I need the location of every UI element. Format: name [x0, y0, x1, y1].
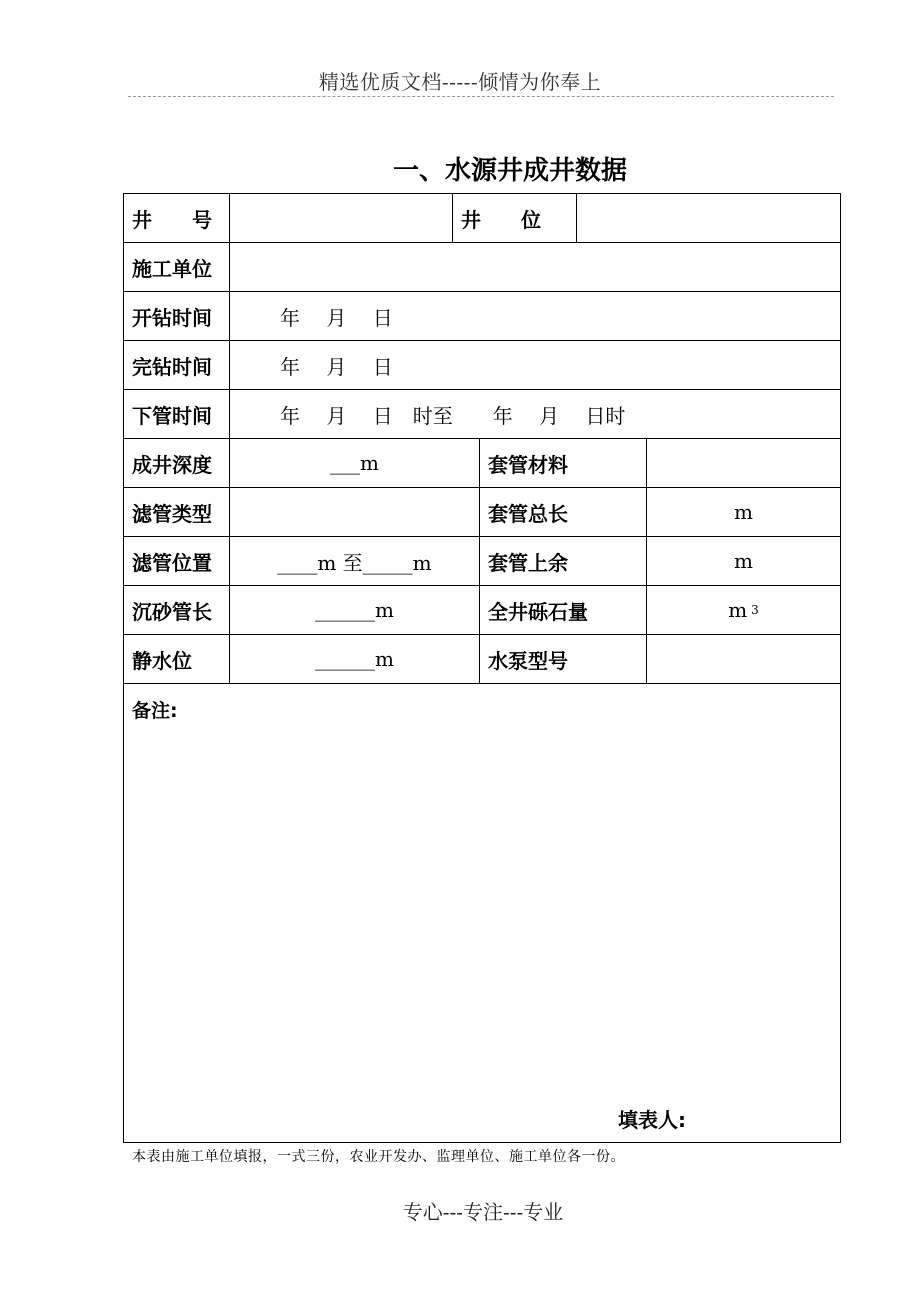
- sand-pipe-field[interactable]: ______m: [230, 586, 480, 634]
- casing-length-field[interactable]: m: [734, 500, 753, 524]
- drill-start-label: 开钻时间: [124, 292, 230, 340]
- row-sand-pipe: [124, 586, 840, 635]
- page-header: 精选优质文档-----倾情为你奉上: [318, 70, 602, 94]
- well-depth-field[interactable]: ___m: [230, 439, 480, 487]
- filter-type-label: 滤管类型: [124, 488, 230, 536]
- remarks-label: 备注:: [132, 700, 178, 722]
- gravel-volume-field[interactable]: [647, 586, 840, 634]
- casing-length-label: 套管总长: [480, 488, 647, 536]
- pipe-time-field[interactable]: 年 月 日 时至 年 月 日时: [280, 403, 626, 428]
- construction-unit-label: 施工单位: [124, 243, 230, 291]
- well-position-label: 井 位: [453, 194, 577, 242]
- gravel-volume-label: 全井砾石量: [480, 586, 647, 634]
- well-number-field[interactable]: [230, 194, 453, 242]
- footnote: 本表由施工单位填报，一式三份，农业开发办、监理单位、施工单位各一份。: [132, 1149, 625, 1165]
- drill-finish-label: 完钻时间: [124, 341, 230, 389]
- form-title: 一、水源井成井数据: [392, 156, 627, 186]
- drill-finish-field[interactable]: 年 月 日: [280, 354, 393, 379]
- pump-model-label: 水泵型号: [480, 635, 647, 683]
- casing-remainder-field[interactable]: m: [734, 549, 753, 573]
- row-well-number: [124, 194, 840, 243]
- drill-start-field[interactable]: 年 月 日: [280, 305, 393, 330]
- well-position-field[interactable]: [577, 194, 840, 242]
- row-filter-position: [124, 537, 840, 586]
- gravel-volume-superscript: 3: [751, 603, 759, 617]
- well-number-label: 井 号: [124, 194, 230, 242]
- row-filter-type: [124, 488, 840, 537]
- gravel-volume-unit: m: [728, 598, 748, 622]
- construction-unit-field[interactable]: [230, 243, 840, 291]
- sand-pipe-label: 沉砂管长: [124, 586, 230, 634]
- pipe-time-label: 下管时间: [124, 390, 230, 438]
- static-water-label: 静水位: [124, 635, 230, 683]
- row-drill-finish: [124, 341, 840, 390]
- static-water-field[interactable]: ______m: [230, 635, 480, 683]
- casing-material-field[interactable]: [647, 439, 840, 487]
- row-construction-unit: [124, 243, 840, 292]
- filter-type-field[interactable]: [230, 488, 480, 536]
- well-depth-label: 成井深度: [124, 439, 230, 487]
- row-drill-start: [124, 292, 840, 341]
- page-footer: 专心---专注---专业: [402, 1200, 564, 1224]
- row-pipe-time: [124, 390, 840, 439]
- filter-position-label: 滤管位置: [124, 537, 230, 585]
- row-static-water: [124, 635, 840, 684]
- header-divider: [128, 96, 834, 97]
- well-data-table: [123, 193, 841, 1143]
- casing-material-label: 套管材料: [480, 439, 647, 487]
- filler-label: 填表人:: [618, 1108, 686, 1132]
- row-depth: [124, 439, 840, 488]
- filter-position-field[interactable]: ____m 至_____m: [230, 537, 480, 585]
- casing-remainder-label: 套管上余: [480, 537, 647, 585]
- pump-model-field[interactable]: [647, 635, 840, 683]
